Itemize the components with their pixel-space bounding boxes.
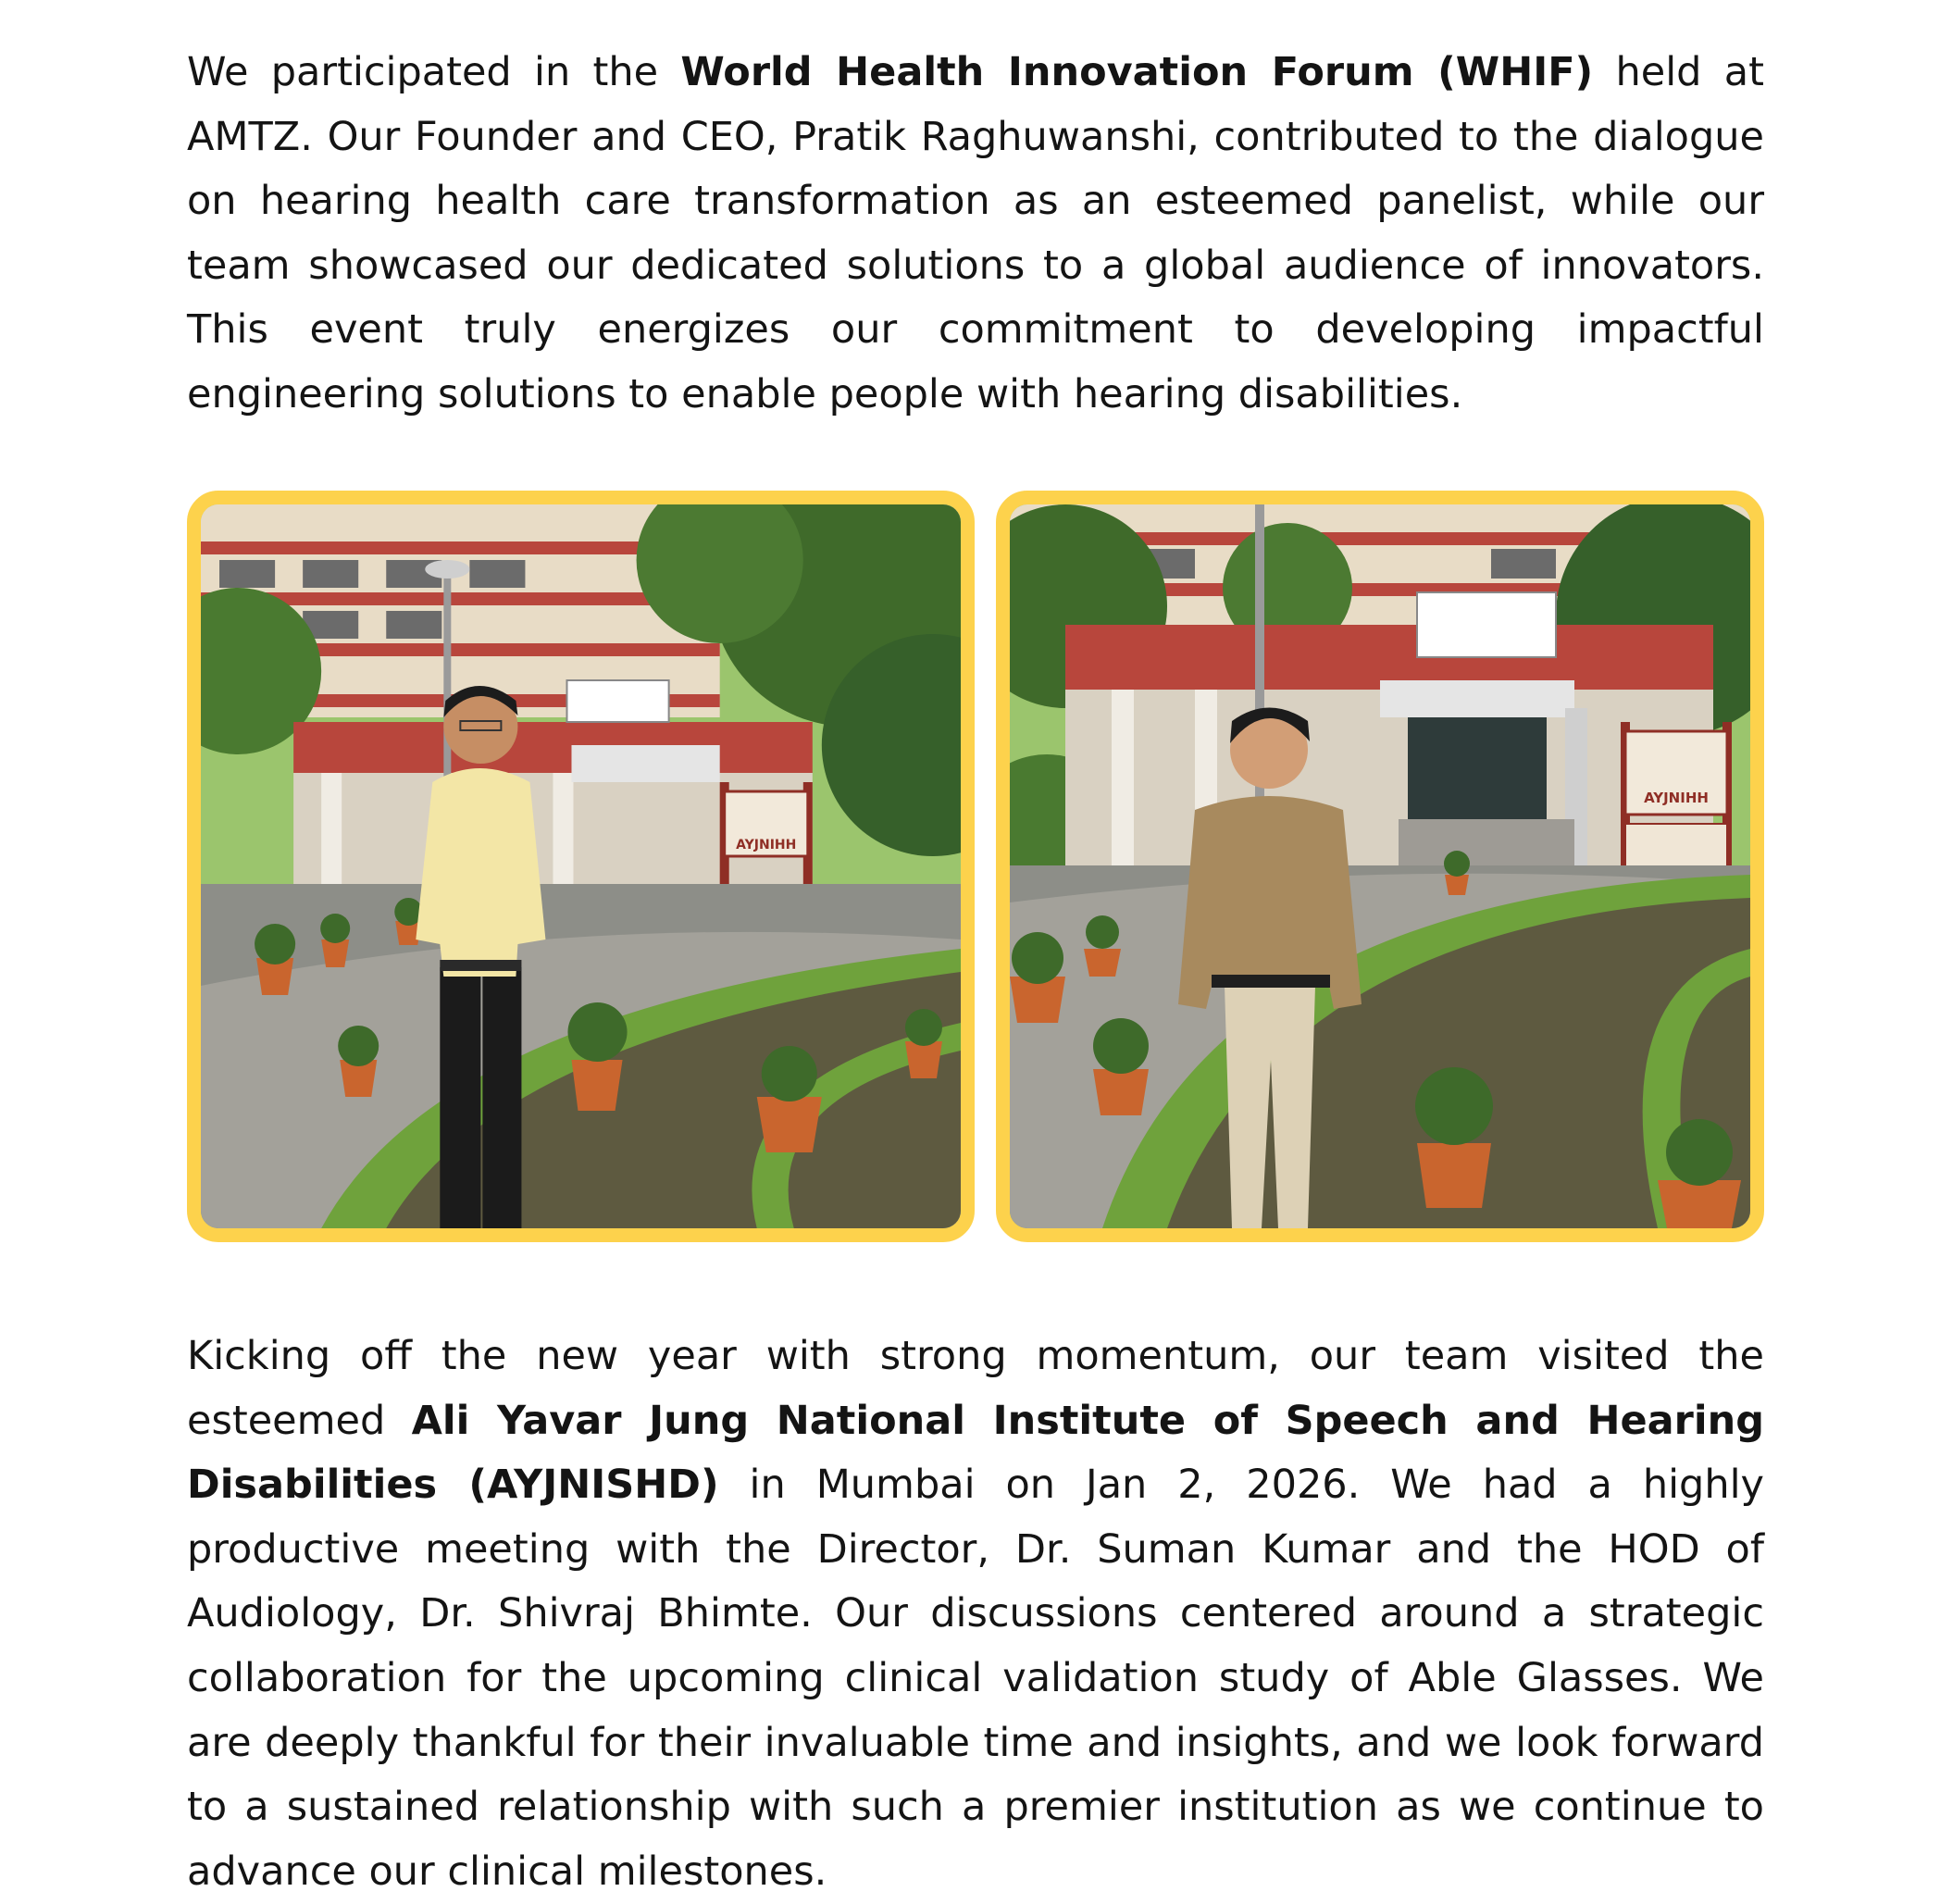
ayjnishd-text-start: Kicking off the new year with strong momentum, our team visited the esteemed (187, 1333, 1764, 1444)
photo-founder-at-institute (187, 491, 975, 1242)
ayjnishd-institute-name: Ali Yavar Jung National Institute of Speech and Hearing Disabilities (AYJNISHD) (187, 1397, 1765, 1509)
photo-left-scene (201, 504, 961, 1228)
sign-text-left: AYJNIHH (736, 838, 797, 852)
whif-text-rest: held at AMTZ. Our Founder and CEO, Pratik Raghuwanshi, contributed to the dialogue on hearing health care transformation as an esteemed panelist, while our team showcased our dedicated solutions to a global audience of innovators. This event truly energizes our commitment to developing impactful engineering solutions to enable people with hearing disabilities. (187, 49, 1764, 417)
whif-paragraph (187, 41, 1764, 428)
photo-right-scene (1010, 504, 1750, 1228)
ayjnishd-text-rest: in Mumbai on Jan 2, 2026. We had a highly productive meeting with the Director, Dr. Suman Kumar and the HOD of Audiology, Dr. Shivraj Bhimte. Our discussions centered around a strategic collaboration for the upcoming clinical validation study of Able Glasses. We are deeply thankful for their invaluable time and insights, and we look forward to a sustained relationship with such a premier institution as we continue to advance our clinical milestones. (187, 1462, 1764, 1895)
sign-text-right: AYJNIHH (1644, 790, 1709, 806)
ayjnishd-paragraph (187, 1325, 1764, 1904)
whif-text-start: We participated in the (187, 49, 681, 95)
photo-team-member-at-institute (996, 491, 1764, 1242)
whif-event-name: World Health Innovation Forum (WHIF) (680, 49, 1594, 95)
